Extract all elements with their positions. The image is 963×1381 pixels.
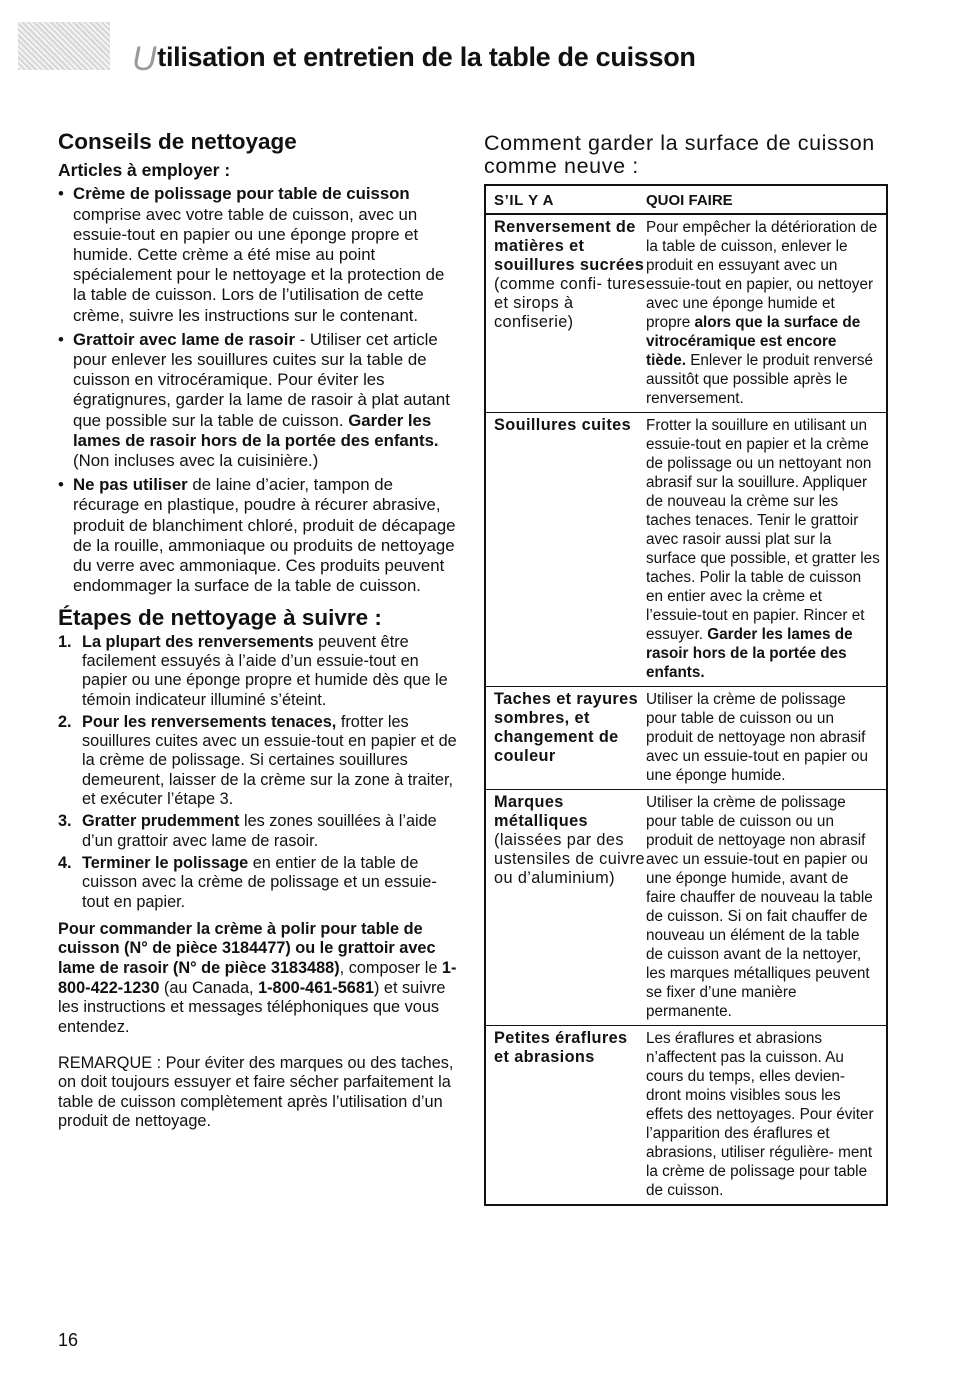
table-row: Marques métalliques (laissées par des ustensiles de cuivre ou d’aluminium) Utiliser la crème de polissage pour table de cuisson ou un produit de nettoyage non abrasif avec un essuie-tout en papier ou une éponge humide, avant de faire chauffer de nouveau la table de cuisson. Si on fait chauffer de nouveau un élément de la table de cuisson avant de la nettoyer, les marques métalliques peuvent se fixer d’une manière permanente.	[486, 790, 886, 1026]
surface-care-heading: Comment garder la surface de cuisson comme neuve :	[484, 131, 875, 178]
steps-list	[58, 633, 460, 912]
table-row: Renversement de matières et souillures sucrées (comme confi- tures et sirops à confiserie) Pour empêcher la détérioration de la table de cuisson, enlever le produit en essuyant avec un essuie-tout en papier, ou nettoyer avec une éponge humide et propre alors que la surface de vitrocéramique est encore tiède. Enlever le produit renversé aussitôt que possible après le renversement.	[486, 215, 886, 413]
table-row: Petites éraflures et abrasions Les éraflures et abrasions n’affectent pas la cuisson. Au cours du temps, elles devien- dront moins visibles sous les effets des nettoyages. Pour éviter l’apparition des éraflures et abrasions, utiliser régulière- ment la crème de polissage pour table de cuisson.	[494, 1029, 874, 1199]
note-paragraph: REMARQUE : Pour éviter des marques ou des taches, on doit toujours essuyer et faire sécher parfaitement la table de cuisson complètement après l’utilisation d’un produit de nettoyage.	[58, 1053, 454, 1131]
right-column	[484, 132, 886, 1206]
table-header	[486, 186, 886, 215]
articles-list	[58, 184, 460, 596]
cleaning-tips-heading: Conseils de nettoyage	[58, 129, 297, 154]
list-item: • Grattoir avec lame de rasoir - Utiliser cet article pour enlever les souillures cuites sur la table de cuisson en vitrocéramique. Pour éviter les égratignures, garder la lame de rasoir à plat autant que possible sur la table de cuisson. Garder les lames de rasoir hors de la portée des enfants. (Non incluses avec la cuisinière.)	[58, 330, 460, 471]
order-paragraph: Pour commander la crème à polir pour table de cuisson (N° de pièce 3184477) ou le grattoir avec lame de rasoir (N° de pièce 3183488), composer le 1-800-422-1230 (au Canada, 1-800-461-5681) et suivre les instructions et messages téléphoniques que vous entendez.	[58, 919, 457, 1036]
list-item: 3. Gratter prudemment les zones souillées à l’aide d’un grattoir avec lame de rasoir.	[58, 812, 437, 850]
care-table	[484, 184, 888, 1206]
articles-subheading: Articles à employer :	[58, 160, 231, 181]
page-title: Utilisation et entretien de la table de cuisson	[132, 40, 696, 78]
decorative-pattern	[18, 22, 110, 70]
left-column	[58, 129, 460, 1148]
table-row: Souillures cuites Frotter la souillure en utilisant un essuie-tout en papier et la crème de polissage ou un nettoyant non abrasif sur la souillure. Appliquer de nouveau la crème sur les taches tenaces. Tenir le grattoir avec rasoir aussi plat sur la surface que possible, et gratter les taches. Polir la table de cuisson en entier avec la crème et l’essuie-tout en papier. Rincer et essuyer. Garder les lames de rasoir hors de la portée des enfants.	[486, 413, 886, 687]
column-header-action: QUOI FAIRE	[646, 192, 733, 209]
steps-heading: Étapes de nettoyage à suivre :	[58, 605, 382, 631]
list-item: 4. Terminer le polissage en entier de la table de cuisson avec la crème de polissage et un essuie-tout en papier.	[58, 853, 437, 911]
list-item: • Crème de polissage pour table de cuisson comprise avec votre table de cuisson, avec un essuie-tout en papier ou une éponge propre et humide. Cette crème a été mise au point spécialement pour le nettoyage et la protection de la table de cuisson. Lors de l’utilisation de cette crème, suivre les instructions sur le contenant.	[58, 184, 460, 325]
page-number: 16	[58, 1330, 79, 1350]
list-item: 1. La plupart des renversements peuvent être facilement essuyés à l’aide d’un essuie-tout en papier ou une éponge propre et humide dès que le témoin indicateur illuminé s’éteint.	[58, 632, 448, 709]
list-item: • Ne pas utiliser de laine d’acier, tampon de récurage en plastique, poudre à récurer abrasive, produit de blanchiment chloré, produit de décapage de la rouille, ammoniaque ou produits de nettoyage du verre avec ammoniaque. Ces produits peuvent endommager la surface de la table de cuisson.	[58, 475, 460, 596]
table-row: Taches et rayures sombres, et changement de couleur Utiliser la crème de polissage pour table de cuisson ou un produit de nettoyage non abrasif avec un essuie-tout en papier ou une éponge humide.	[486, 687, 886, 790]
column-header-problem: S’IL Y A	[494, 192, 555, 209]
list-item: 2. Pour les renversements tenaces, frotter les souillures cuites avec un essuie-tout en papier et de la crème de polissage. Si certaines souillures demeurent, laisser de la crème sur la zone à traiter, et exécuter l’étape 3.	[58, 712, 457, 809]
